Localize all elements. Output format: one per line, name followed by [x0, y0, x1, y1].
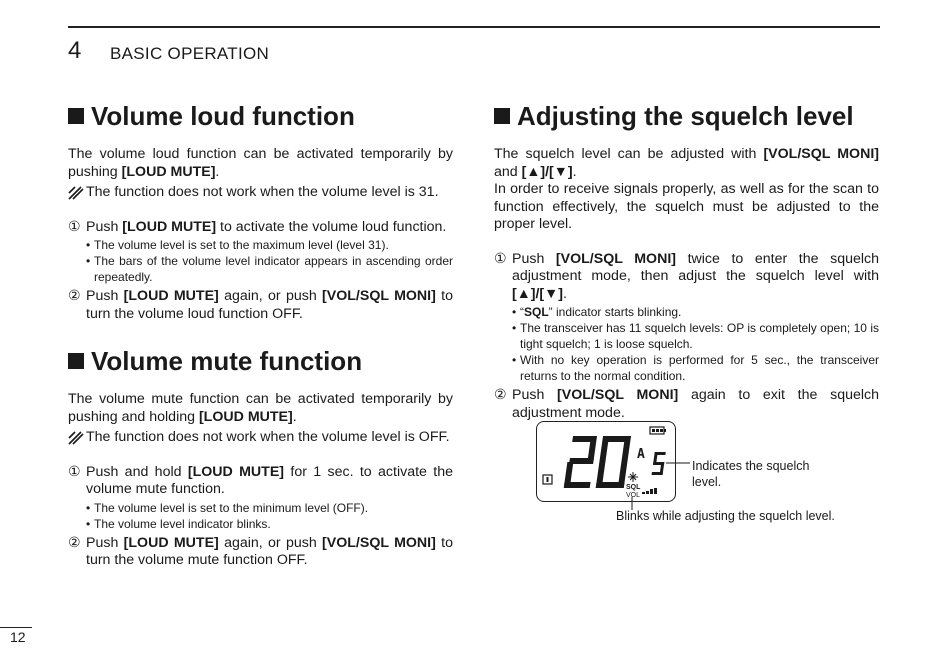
list-item: • The volume level is set to the minimum level (OFF).: [86, 500, 369, 515]
intro2-squelch: In order to receive signals properly, as well as for the scan to function effectively, the squelch must be adjusted to the proper level.: [494, 181, 879, 232]
step-2-squelch: ② Push [VOL/SQL MONI] again to exit the squelch adjustment mode.: [494, 387, 880, 421]
vol-indicator: VOL: [626, 492, 641, 499]
channel-suffix: A: [637, 447, 645, 462]
callout-blinks: Blinks while adjusting the squelch level.: [616, 509, 835, 523]
chapter-title: BASIC OPERATION: [110, 44, 270, 63]
note-volume-mute: The function does not work when the volume level is OFF.: [68, 429, 453, 447]
list-item: • With no key operation is performed for 5 sec., the transceiver returns to the normal condition.: [512, 353, 879, 383]
list-item: • The volume level is set to the maximum level (level 31).: [86, 238, 389, 252]
page-number: 12: [10, 629, 26, 645]
sql-indicator: SQL: [626, 484, 641, 491]
page-number-rule: [0, 627, 32, 628]
section-title-volume-mute: Volume mute function: [68, 345, 453, 377]
callout-squelch-level: Indicates the squelch level.: [692, 459, 810, 489]
section-title-volume-loud: Volume loud function: [68, 100, 453, 132]
step-1-squelch: ① Push [VOL/SQL MONI] twice to enter the squelch adjustment mode, then adjust the squelch level with [▲]/[▼].: [494, 250, 880, 302]
section-title-squelch: Adjusting the squelch level: [494, 100, 879, 132]
step-2-volume-loud: ② Push [LOUD MUTE] again, or push [VOL/SQL MONI] to turn the volume loud function OFF.: [68, 288, 453, 322]
intro-volume-mute: The volume mute function can be activated temporarily by pushing and holding [LOUD MUTE].: [68, 391, 453, 425]
list-item: • “SQL” indicator starts blinking.: [512, 305, 682, 319]
note-volume-loud: The function does not work when the volume level is 31.: [68, 184, 453, 202]
step-1-volume-mute: ① Push and hold [LOUD MUTE] for 1 sec. to activate the volume mute function.: [68, 463, 453, 497]
step-1-volume-loud: ① Push [LOUD MUTE] to activate the volume loud function.: [68, 218, 447, 235]
list-item: • The volume level indicator blinks.: [86, 516, 271, 531]
step-2-volume-mute: ② Push [LOUD MUTE] again, or push [VOL/SQL MONI] to turn the volume mute function OFF.: [68, 534, 453, 568]
intro-volume-loud: The volume loud function can be activated temporarily by pushing [LOUD MUTE].: [68, 146, 453, 180]
list-item: • The bars of the volume level indicator appears in ascending order repeatedly.: [86, 254, 453, 284]
list-item: • The transceiver has 11 squelch levels: OP is completely open; 10 is tight squelch; 1 is loose squelch.: [512, 321, 879, 351]
chapter-number: 4: [68, 37, 82, 64]
intro-squelch: The squelch level can be adjusted with [VOL/SQL MONI] and [▲]/[▼].: [494, 146, 879, 180]
